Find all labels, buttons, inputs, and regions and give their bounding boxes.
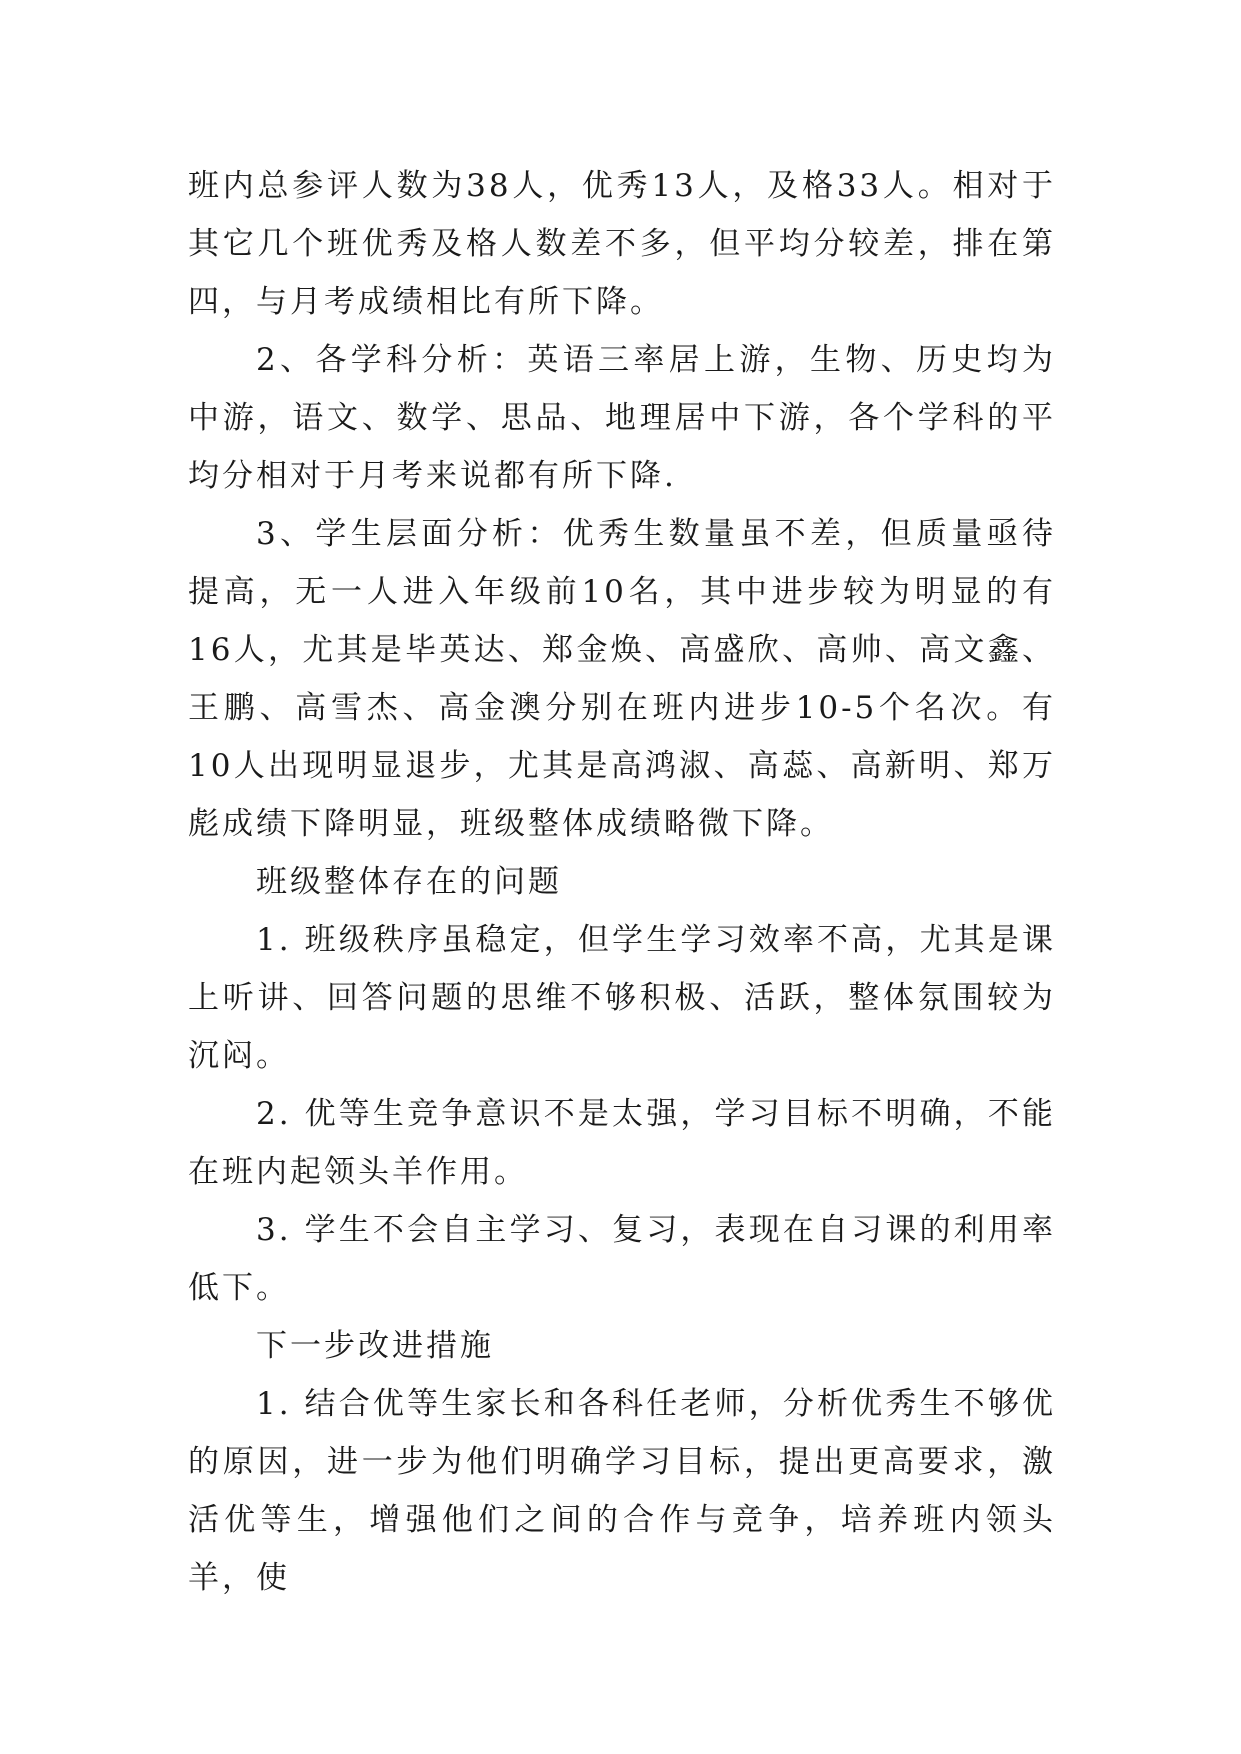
- document-body: [188, 157, 1056, 1607]
- section-heading-problems: 班级整体存在的问题: [256, 864, 562, 900]
- paragraph-problem-1: 1. 班级秩序虽稳定，但学生学习效率不高，尤其是课上听讲、回答问题的思维不够积极、活跃，整体氛围较为沉闷。: [188, 922, 1056, 1074]
- paragraph-subject-analysis: 2、各学科分析：英语三率居上游，生物、历史均为中游，语文、数学、思品、地理居中下游，各个学科的平均分相对于月考来说都有所下降.: [188, 342, 1056, 494]
- paragraph-problem-2: 2. 优等生竞争意识不是太强，学习目标不明确，不能在班内起领头羊作用。: [188, 1096, 1056, 1190]
- paragraph-problem-3: 3. 学生不会自主学习、复习，表现在自习课的利用率低下。: [188, 1212, 1056, 1306]
- paragraph-student-analysis: 3、学生层面分析：优秀生数量虽不差，但质量亟待提高，无一人进入年级前10名，其中进步较为明显的有16人，尤其是毕英达、郑金焕、高盛欣、高帅、高文鑫、王鹏、高雪杰、高金澳分别在班内进步10-5个名次。有10人出现明显退步，尤其是高鸿淑、高蕊、高新明、郑万彪成绩下降明显，班级整体成绩略微下降。: [188, 516, 1056, 842]
- paragraph-improvement-1: 1. 结合优等生家长和各科任老师，分析优秀生不够优的原因，进一步为他们明确学习目标，提出更高要求，激活优等生，增强他们之间的合作与竞争，培养班内领头羊，使: [188, 1386, 1056, 1596]
- paragraph-class-summary: 班内总参评人数为38人，优秀13人，及格33人。相对于其它几个班优秀及格人数差不多，但平均分较差，排在第四，与月考成绩相比有所下降。: [188, 168, 1056, 320]
- section-heading-improvements: 下一步改进措施: [256, 1328, 494, 1364]
